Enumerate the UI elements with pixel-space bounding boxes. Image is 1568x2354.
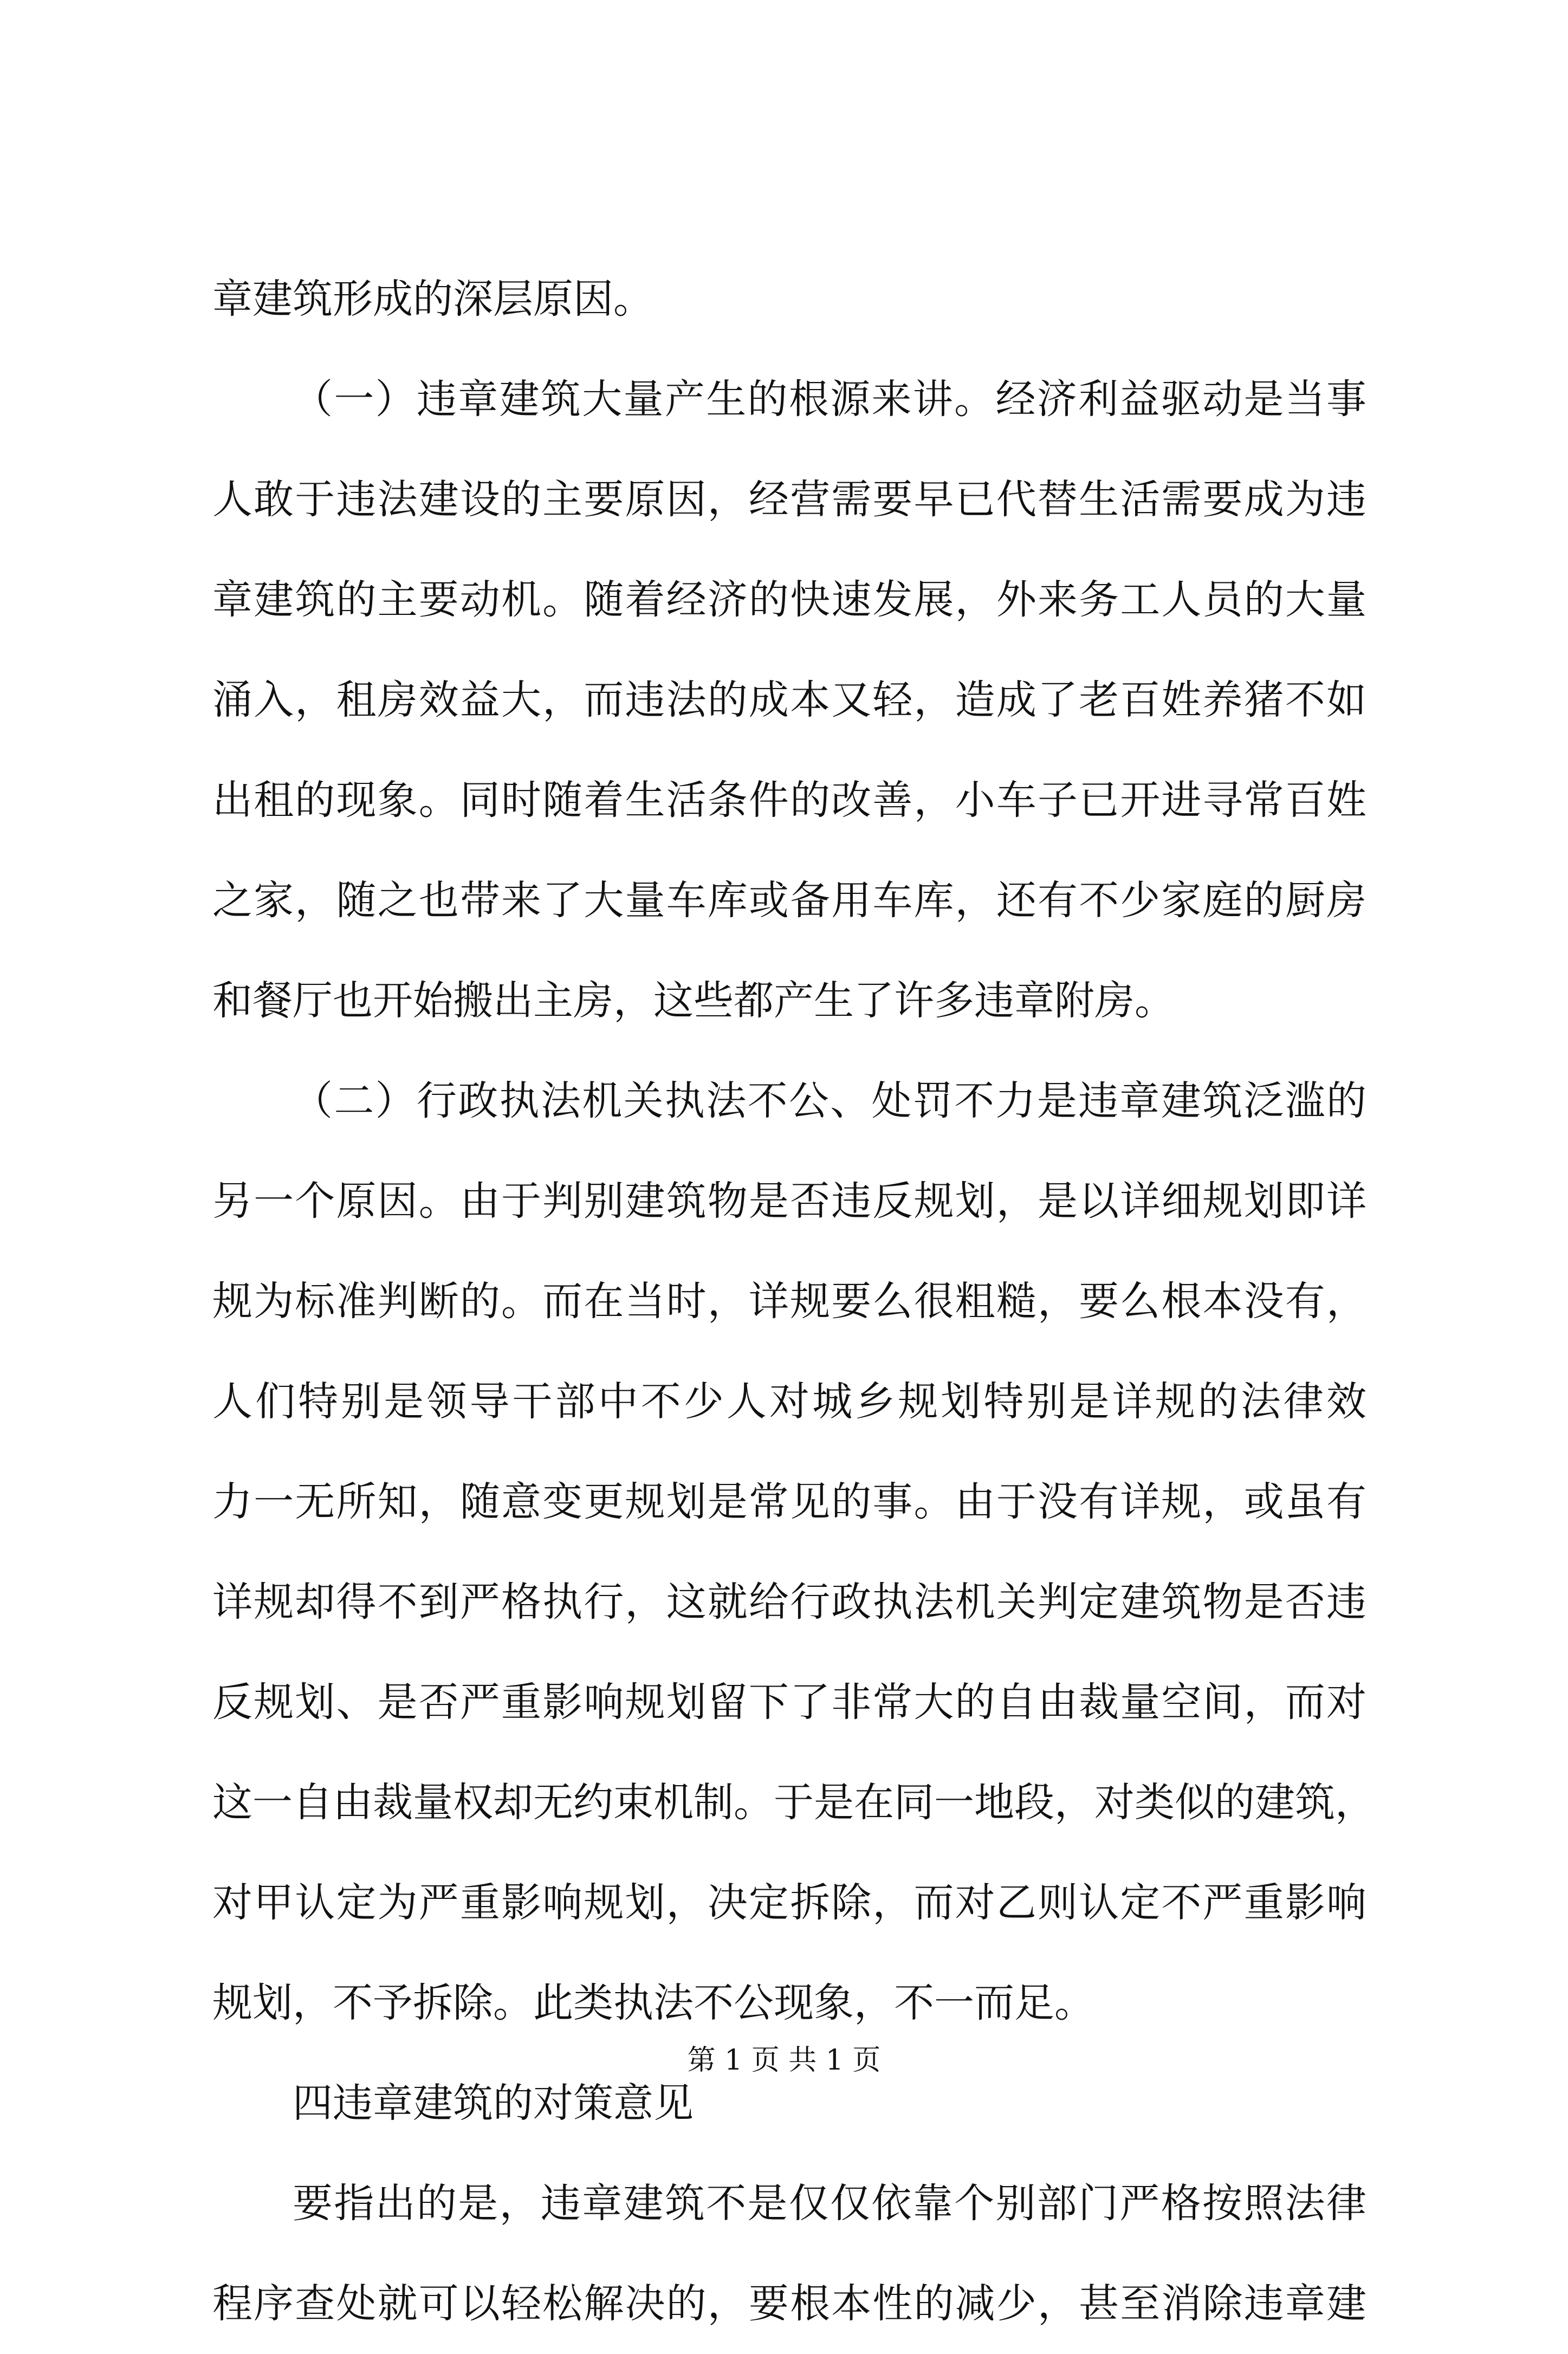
text-line: 另一个原因。由于判别建筑物是否违反规划，是以详细规划即详 [212,1178,1366,1224]
text-line: 力一无所知，随意变更规划是常见的事。由于没有详规，或虽有 [212,1478,1366,1525]
text-line: 涌入，租房效益大，而违法的成本又轻，造成了老百姓养猪不如 [212,677,1366,723]
text-line: 这一自由裁量权却无约束机制。于是在同一地段，对类似的建筑， [212,1779,1375,1826]
page-footer: 第 1 页 共 1 页 [687,2044,881,2077]
text-line: 程序查处就可以轻松解决的，要根本性的减少，甚至消除违章建 [212,2280,1366,2327]
text-line: 之家，随之也带来了大量车库或备用车库，还有不少家庭的厨房 [212,877,1366,924]
text-line: 出租的现象。同时随着生活条件的改善，小车子已开进寻常百姓 [212,777,1366,823]
text-line: 反规划、是否严重影响规划留下了非常大的自由裁量空间，而对 [212,1679,1366,1726]
text-line: 对甲认定为严重影响规划，决定拆除，而对乙则认定不严重影响 [212,1879,1366,1926]
text-line: 规为标准判断的。而在当时，详规要么很粗糙，要么根本没有， [212,1278,1366,1325]
paragraph-two-start: （二）行政执法机关执法不公、处罚不力是违章建筑泛滥的 [293,1078,1366,1124]
text-line: 和餐厅也开始搬出主房，这些都产生了许多违章附房。 [212,977,1175,1024]
paragraph-three-start: 要指出的是，违章建筑不是仅仅依靠个别部门严格按照法律 [293,2180,1366,2227]
text-line: 人们特别是领导干部中不少人对城乡规划特别是详规的法律效 [212,1378,1366,1425]
document-body [212,249,1375,2354]
text-line: 人敢于违法建设的主要原因，经营需要早已代替生活需要成为违 [212,476,1366,523]
text-line: 章建筑的主要动机。随着经济的快速发展，外来务工人员的大量 [212,576,1366,623]
paragraph-one-start: （一）违章建筑大量产生的根源来讲。经济利益驱动是当事 [293,376,1366,423]
section-heading: 四违章建筑的对策意见 [293,2080,694,2126]
text-line: 详规却得不到严格执行，这就给行政执法机关判定建筑物是否违 [212,1579,1366,1625]
text-line: 规划，不予拆除。此类执法不公现象，不一而足。 [212,1980,1094,2026]
text-line: 章建筑形成的深层原因。 [212,276,653,322]
